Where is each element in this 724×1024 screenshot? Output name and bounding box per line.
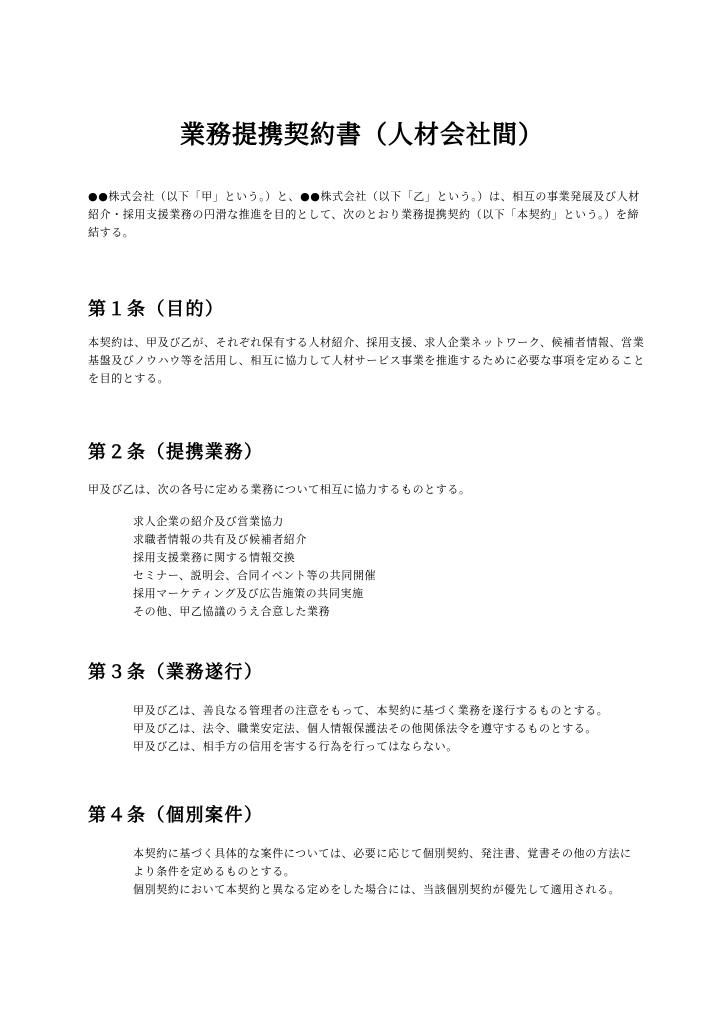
article-1-heading: 第１条（目的） [88, 299, 225, 320]
clause-paragraph: 甲及び乙は、善良なる管理者の注意をもって、本契約に基づく業務を遂行するものとする。 [133, 704, 609, 717]
clause-paragraph: 個別契約において本契約と異なる定めをした場合には、当該個別契約が優先して適用される。 [133, 883, 621, 896]
article-3-heading: 第３条（業務遂行） [88, 662, 264, 683]
list-item: 採用マーケティング及び広告施策の共同実施 [133, 587, 364, 600]
article-1-paragraph: 本契約は、甲及び乙が、それぞれ保有する人材紹介、採用支援、求人企業ネットワーク、候補者情報、営業基盤及びノウハウ等を活用し、相互に協力して人材サービス事業を推進するために必要な事項を定めることを目的とする。 [88, 336, 645, 385]
article-3-clause-list [133, 702, 643, 756]
list-item: 求職者情報の共有及び候補者紹介 [133, 533, 307, 546]
list-item: セミナー、説明会、合同イベント等の共同開催 [133, 569, 377, 582]
list-item: 求人企業の紹介及び営業協力 [133, 515, 284, 528]
article-2-item-list [133, 513, 653, 621]
list-item: その他、甲乙協議のうえ合意した業務 [133, 605, 331, 618]
clause-paragraph: 本契約に基づく具体的な案件については、必要に応じて個別契約、発注書、覚書その他の方法により条件を定めるものとする。 [133, 847, 632, 878]
intro-paragraph: ●●株式会社（以下「甲」という。）と、●●株式会社（以下「乙」という。）は、相互の事業発展及び人材紹介・採用支援業務の円滑な推進を目的として、次のとおり業務提携契約（以下「本契約」という。）を締結する。 [88, 190, 640, 239]
article-2-heading: 第２条（提携業務） [88, 442, 264, 463]
article-4-heading: 第４条（個別案件） [88, 805, 264, 826]
clause-paragraph: 甲及び乙は、法令、職業安定法、個人情報保護法その他関係法令を遵守するものとする。 [133, 722, 597, 735]
clause-paragraph: 甲及び乙は、相手方の信用を害する行為を行ってはならない。 [133, 740, 458, 753]
document-title: 業務提携契約書（人材会社間） [179, 120, 544, 149]
article-4-clause-list [133, 845, 643, 899]
article-2-paragraph: 甲及び乙は、次の各号に定める業務について相互に協力するものとする。 [88, 483, 471, 496]
list-item: 採用支援業務に関する情報交換 [133, 551, 296, 564]
